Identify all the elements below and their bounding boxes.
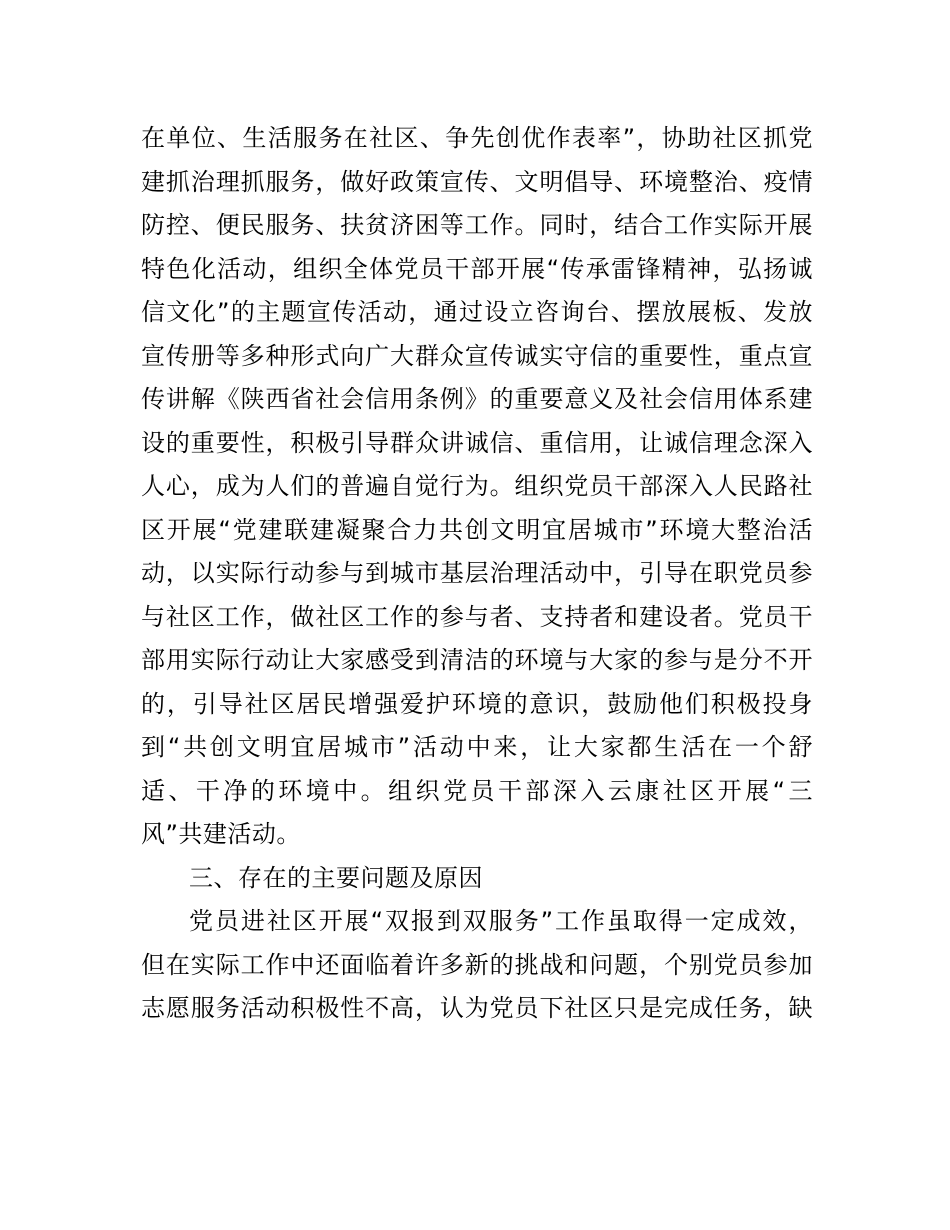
text-line: 特色化活动，组织全体党员干部开展“传承雷锋精神，弘扬诚 <box>141 254 813 283</box>
paragraph-problems <box>141 900 813 1031</box>
text-line: 党员进社区开展“双报到双服务”工作虽取得一定成效， <box>189 907 813 935</box>
text-line: 志愿服务活动积极性不高，认为党员下社区只是完成任务，缺 <box>141 994 813 1022</box>
text-line: 区开展“党建联建凝聚合力共创文明宜居城市”环境大整治活 <box>141 515 813 544</box>
text-line: 的，引导社区居民增强爱护环境的意识，鼓励他们积极投身 <box>141 689 813 718</box>
document-body <box>141 117 813 1031</box>
text-line: 设的重要性，积极引导群众讲诚信、重信用，让诚信理念深入 <box>141 428 813 457</box>
text-line: 风”共建活动。 <box>141 820 301 848</box>
text-line: 防控、便民服务、扶贫济困等工作。同时，结合工作实际开展 <box>141 211 813 239</box>
text-line: 在单位、生活服务在社区、争先创优作表率”，协助社区抓党 <box>141 124 813 152</box>
text-line: 动，以实际行动参与到城市基层治理活动中，引导在职党员参 <box>141 559 813 587</box>
text-line: 信文化”的主题宣传活动，通过设立咨询台、摆放展板、发放 <box>141 298 813 326</box>
paragraph-community-activities <box>141 117 813 857</box>
text-line: 人心，成为人们的普遍自觉行为。组织党员干部深入人民路社 <box>141 472 813 500</box>
text-line: 到“共创文明宜居城市”活动中来，让大家都生活在一个舒 <box>141 733 813 761</box>
text-line: 适、干净的环境中。组织党员干部深入云康社区开展“三 <box>141 776 813 805</box>
section-heading: 三、存在的主要问题及原因 <box>189 863 483 892</box>
text-line: 宣传册等多种形式向广大群众宣传诚实守信的重要性，重点宣 <box>141 341 813 370</box>
text-line: 传讲解《陕西省社会信用条例》的重要意义及社会信用体系建 <box>141 385 813 413</box>
text-line: 部用实际行动让大家感受到清洁的环境与大家的参与是分不开 <box>141 646 813 674</box>
text-line: 建抓治理抓服务，做好政策宣传、文明倡导、环境整治、疫情 <box>141 167 813 196</box>
text-line: 但在实际工作中还面临着许多新的挑战和问题，个别党员参加 <box>141 950 813 979</box>
text-line: 与社区工作，做社区工作的参与者、支持者和建设者。党员干 <box>141 602 813 631</box>
